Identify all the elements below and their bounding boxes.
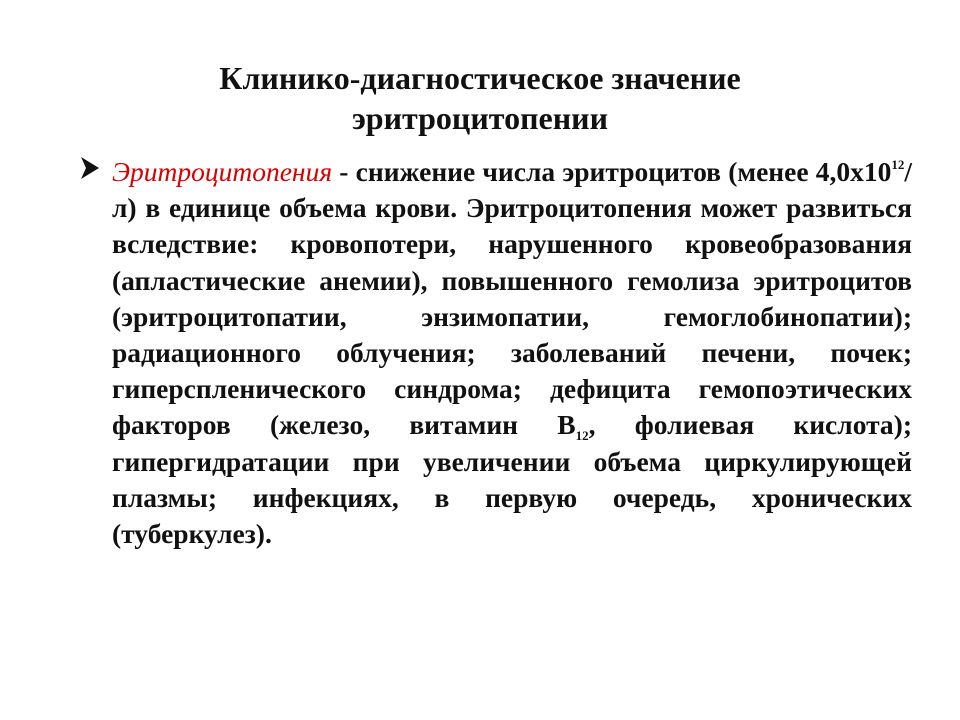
slide-title (80, 58, 880, 138)
superscript-exponent: 12 (891, 157, 905, 172)
term-erythrocytopenia: Эритроцитопения (112, 156, 333, 187)
title-line-1: Клинико-диагностическое значение (219, 60, 741, 96)
subscript-index: 12 (575, 428, 589, 444)
arrowhead-bullet-icon (80, 156, 100, 180)
text-part-c: , фолиевая кислота); гипергидратации при увеличении объема циркулирующей плазмы; инфекциях, в первую очередь, хронических (туберкулез). (112, 409, 912, 550)
bullet-text (112, 154, 912, 552)
text-part-a: - снижение числа эритроцитов (менее 4,0х10 (332, 156, 892, 187)
title-line-2: эритроцитопении (351, 100, 609, 136)
text-part-b: /л) в единице объема крови. Эритроцитопения может развиться вследствие: кровопотери, нарушенного кровеобразования (апластические анемии), повышенного гемолиза эритроцитов (эритроцитопатии, энзимопатии, гемоглобинопатии); радиационного облучения; заболеваний печени, почек; гиперспленического синдрома; дефицита гемопоэтических факторов (железо, витамин В (112, 156, 912, 441)
